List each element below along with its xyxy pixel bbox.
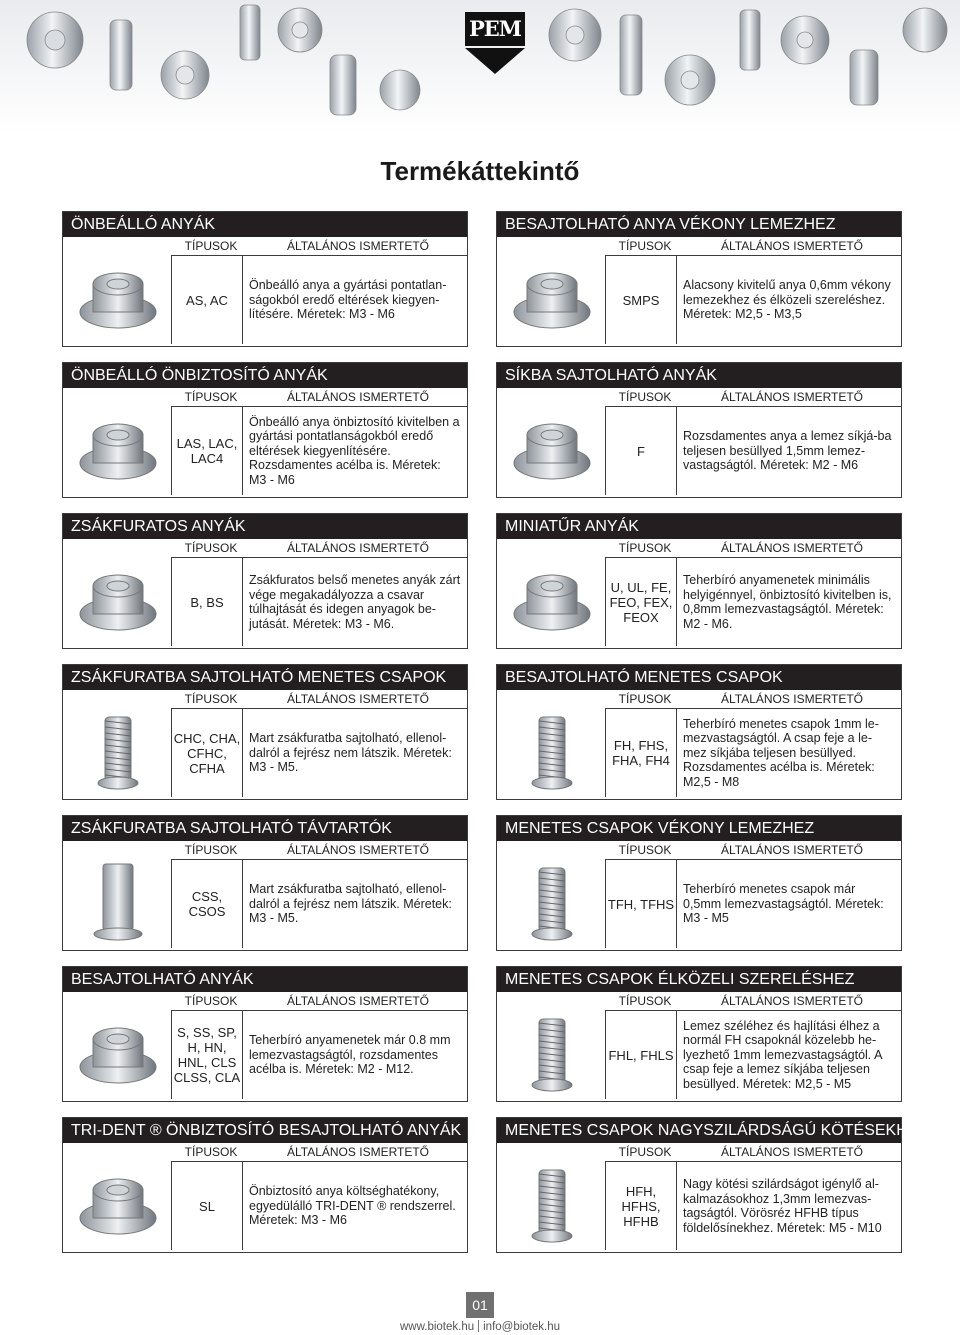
types-header: TÍPUSOK (184, 1145, 238, 1159)
product-card (496, 664, 902, 800)
logo-text: PEM (468, 16, 522, 41)
locking-nut-icon (71, 405, 165, 493)
description-text: Teherbíró menetes csapok már 0,5mm lemezvastagságtól. Méretek: M3 - M5 (683, 882, 884, 926)
type-codes-text: U, UL, FE, FEO, FEX, FEOX (609, 579, 673, 625)
type-codes (171, 860, 243, 948)
card-title: TRI-DENT ® ÖNBIZTOSÍTÓ BESAJTOLHATÓ ANYÁK (63, 1118, 467, 1143)
card-title: ZSÁKFURATBA SAJTOLHATÓ TÁVTARTÓK (63, 816, 467, 841)
blind-nut-icon (71, 556, 165, 644)
card-title: MENETES CSAPOK NAGYSZILÁRDSÁGÚ KÖTÉSEKHEZ (497, 1118, 901, 1143)
types-header: TÍPUSOK (184, 843, 238, 857)
description-header: ÁLTALÁNOS ISMERTETŐ (286, 390, 430, 404)
type-codes-text: SL (199, 1198, 215, 1214)
product-card (62, 664, 468, 800)
types-header: TÍPUSOK (618, 239, 672, 253)
type-codes-text: CSS, CSOS (188, 889, 226, 919)
description-header: ÁLTALÁNOS ISMERTETŐ (720, 541, 864, 555)
types-header: TÍPUSOK (184, 541, 238, 555)
type-codes (605, 1011, 677, 1099)
product-card (496, 815, 902, 951)
types-header: TÍPUSOK (184, 692, 238, 706)
type-codes-text: FH, FHS, FHA, FH4 (612, 738, 670, 768)
description-text: Rozsdamentes anya a lemez síkjá-ba teljesen besüllyed 1,5mm lemez-vastagságtól. Méretek: M2 - M6 (683, 429, 892, 473)
website-link[interactable]: www.biotek.hu (399, 1321, 475, 1333)
description-text: Teherbíró anyamenetek minimális helyigénnyel, önbiztosító kivitelben is, 0,8mm lemezvastagságtól. Méretek: M2 - M6. (683, 573, 892, 631)
description-text: Nagy kötési szilárdságot igénylő al-kalmazásokhoz 1,3mm lemezvas-tagságtól. Vörösréz HFHB típus földelősínekhez. Méretek: M5 - M10 (683, 1177, 882, 1235)
description-text: Alacsony kivitelű anya 0,6mm vékony lemezekhez és élközeli szereléshez. Méretek: M2,5 - M3,5 (683, 278, 891, 322)
description-text: Mart zsákfuratba sajtolható, ellenol-dalról a fejrész nem látszik. Méretek: M3 - M5. (249, 731, 452, 775)
type-codes-text: S, SS, SP, H, HN, HNL, CLS CLSS, CLA (173, 1025, 241, 1085)
description (249, 407, 461, 495)
description (249, 860, 461, 948)
description (683, 709, 895, 797)
type-codes (605, 1162, 677, 1250)
description-header: ÁLTALÁNOS ISMERTETŐ (286, 994, 430, 1008)
type-codes-text: CHC, CHA, CFHC, CFHA (173, 730, 241, 776)
description-text: Mart zsákfuratba sajtolható, ellenol-dalról a fejrész nem látszik. Méretek: M3 - M5. (249, 882, 452, 926)
description-text: Zsákfuratos belső menetes anyák zárt vége megakadályozza a csavar túlhajtását és idegen anyagok be-jutását. Méretek: M3 - M6. (249, 573, 461, 631)
card-title: ÖNBEÁLLÓ ÖNBIZTOSÍTÓ ANYÁK (63, 363, 467, 388)
product-card (496, 211, 902, 347)
description-text: Lemez széléhez és hajlítási élhez a normál FH csapoknál közelebb he-lyezhető 1mm lemezvastagságtól. A csap feje a lemez síkjába teljesen besüllyed. Méretek: M2,5 - M5 (683, 1018, 882, 1091)
description (683, 1011, 895, 1099)
card-title: BESAJTOLHATÓ MENETES CSAPOK (497, 665, 901, 690)
types-header: TÍPUSOK (184, 994, 238, 1008)
email-link[interactable]: info@biotek.hu (483, 1321, 561, 1333)
description-text: Teherbíró anyamenetek már 0.8 mm lemezvastagságtól, rozsdamentes acélba is. Méretek: M2 - M12. (249, 1033, 451, 1077)
thin-sheet-nut-icon (505, 254, 599, 342)
description (683, 407, 895, 495)
standoff-icon (71, 858, 165, 946)
product-card (62, 1117, 468, 1253)
description-header: ÁLTALÁNOS ISMERTETŐ (720, 239, 864, 253)
type-codes (171, 256, 243, 344)
description (683, 558, 895, 646)
tri-dent-nut-icon (71, 1160, 165, 1248)
type-codes (605, 709, 677, 797)
header-banner (0, 0, 960, 140)
type-codes-text: TFH, TFHS (607, 896, 675, 912)
page-number: 01 (466, 1292, 494, 1318)
description (249, 709, 461, 797)
self-clinching-nut-icon (71, 254, 165, 342)
card-title: MENETES CSAPOK ÉLKÖZELI SZERELÉSHEZ (497, 967, 901, 992)
description-text: Önbeálló anya önbiztosító kivitelben a gyártási pontatlanságokból eredő eltérések kiegyenlítésére. Rozsdamentes acélba is. Méretek: M3 - M6 (249, 414, 460, 487)
product-card (62, 966, 468, 1102)
description-header: ÁLTALÁNOS ISMERTETŐ (720, 843, 864, 857)
product-card (496, 362, 902, 498)
type-codes (171, 558, 243, 646)
page-title: Termékáttekintő (380, 156, 580, 186)
type-codes (605, 256, 677, 344)
card-title: MINIATŰR ANYÁK (497, 514, 901, 539)
product-card (62, 362, 468, 498)
concealed-stud-icon (71, 707, 165, 795)
description (249, 1162, 461, 1250)
description-header: ÁLTALÁNOS ISMERTETŐ (286, 843, 430, 857)
types-header: TÍPUSOK (618, 994, 672, 1008)
footer (0, 1320, 960, 1333)
product-card (62, 815, 468, 951)
thin-sheet-stud-icon (505, 858, 599, 946)
description (683, 860, 895, 948)
description (683, 256, 895, 344)
description (249, 256, 461, 344)
description-header: ÁLTALÁNOS ISMERTETŐ (286, 1145, 430, 1159)
product-card (496, 966, 902, 1102)
types-header: TÍPUSOK (618, 390, 672, 404)
description-header: ÁLTALÁNOS ISMERTETŐ (286, 692, 430, 706)
types-header: TÍPUSOK (618, 692, 672, 706)
type-codes-text: F (637, 443, 645, 459)
description-header: ÁLTALÁNOS ISMERTETŐ (286, 541, 430, 555)
type-codes (605, 407, 677, 495)
type-codes-text: SMPS (622, 292, 660, 308)
type-codes (605, 860, 677, 948)
description-header: ÁLTALÁNOS ISMERTETŐ (720, 692, 864, 706)
flush-nut-icon (505, 405, 599, 493)
types-header: TÍPUSOK (184, 239, 238, 253)
miniature-nut-icon (505, 556, 599, 644)
description (249, 1011, 461, 1099)
product-card (496, 513, 902, 649)
types-header: TÍPUSOK (618, 843, 672, 857)
type-codes (605, 558, 677, 646)
type-codes (171, 1162, 243, 1250)
description (683, 1162, 895, 1250)
type-codes (171, 1011, 243, 1099)
description-text: Teherbíró menetes csapok 1mm le-mezvastagságtól. A csap feje a le-mez síkjába teljesen besüllyed. Rozsdamentes acélba is. Méretek: M2,5 - M8 (683, 716, 879, 789)
edge-stud-icon (505, 1009, 599, 1097)
description (249, 558, 461, 646)
card-title: BESAJTOLHATÓ ANYÁK (63, 967, 467, 992)
card-title: SÍKBA SAJTOLHATÓ ANYÁK (497, 363, 901, 388)
type-codes-text: HFH, HFHS, HFHB (621, 1183, 661, 1229)
types-header: TÍPUSOK (618, 541, 672, 555)
card-title: MENETES CSAPOK VÉKONY LEMEZHEZ (497, 816, 901, 841)
description-header: ÁLTALÁNOS ISMERTETŐ (286, 239, 430, 253)
type-codes-text: FHL, FHLS (608, 1047, 674, 1063)
description-header: ÁLTALÁNOS ISMERTETŐ (720, 994, 864, 1008)
type-codes (171, 407, 243, 495)
type-codes-text: AS, AC (186, 292, 228, 308)
type-codes-text: B, BS (190, 594, 224, 610)
types-header: TÍPUSOK (184, 390, 238, 404)
high-strength-stud-icon (505, 1160, 599, 1248)
description-header: ÁLTALÁNOS ISMERTETŐ (720, 1145, 864, 1159)
card-title: ZSÁKFURATOS ANYÁK (63, 514, 467, 539)
card-title: ÖNBEÁLLÓ ANYÁK (63, 212, 467, 237)
card-title: ZSÁKFURATBA SAJTOLHATÓ MENETES CSAPOK (63, 665, 467, 690)
pem-logo (465, 12, 525, 74)
product-card (496, 1117, 929, 1253)
type-codes-text: LAS, LAC, LAC4 (176, 436, 238, 466)
product-card (62, 513, 468, 649)
description-text: Önbiztosító anya költséghatékony, egyedülálló TRI-DENT ® rendszerrel. Méretek: M3 - M6 (249, 1184, 456, 1228)
footer-divider (478, 1320, 479, 1332)
threaded-stud-icon (505, 707, 599, 795)
description-text: Önbeálló anya a gyártási pontatlan-ságokból eredő eltérések kiegyen-lítésére. Méretek: M3 - M6 (249, 278, 447, 322)
product-card (62, 211, 468, 347)
description-header: ÁLTALÁNOS ISMERTETŐ (720, 390, 864, 404)
press-nut-icon (71, 1009, 165, 1097)
card-title: BESAJTOLHATÓ ANYA VÉKONY LEMEZHEZ (497, 212, 901, 237)
types-header: TÍPUSOK (618, 1145, 672, 1159)
type-codes (171, 709, 243, 797)
